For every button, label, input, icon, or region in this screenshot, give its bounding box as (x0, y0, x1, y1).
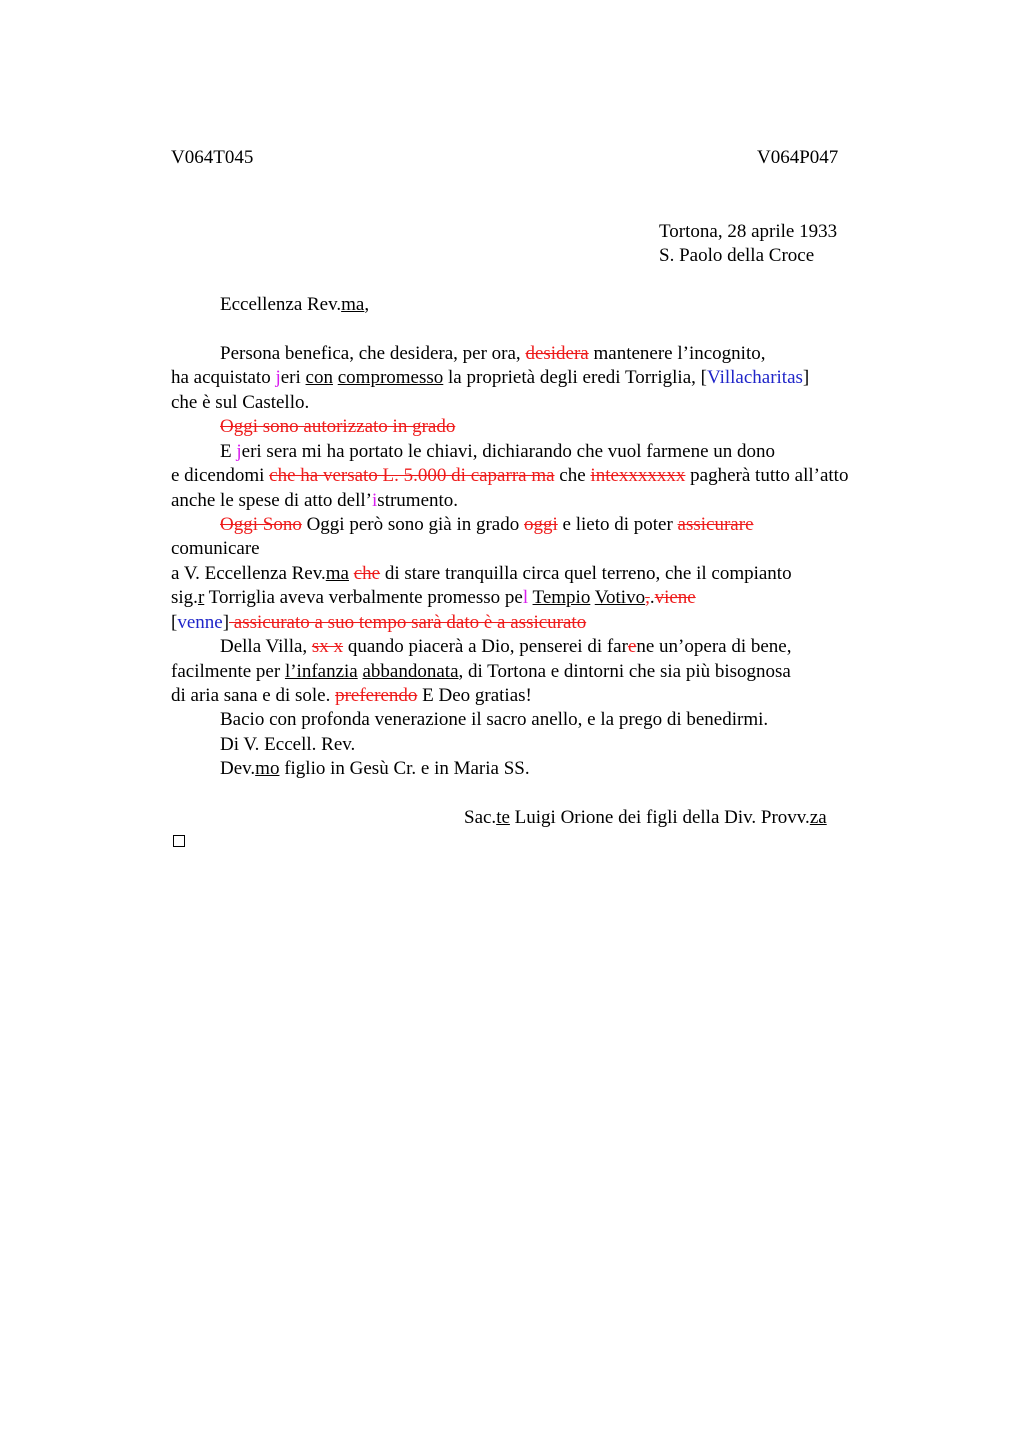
deleted-text: , (645, 587, 650, 608)
deleted-text: preferendo (335, 685, 418, 706)
body-line-2: ha acquistato jeri con compromesso la proprietà degli eredi Torriglia, [Villacharitas] (171, 367, 810, 388)
body-line-17: Di V. Eccell. Rev. (220, 734, 356, 755)
body-line-14: facilmente per l’infanzia abbandonata, di Tortona e dintorni che sia più bisognosa (171, 661, 791, 682)
checkbox-square-icon (173, 835, 185, 847)
body-line-3: che è sul Castello. (171, 392, 310, 413)
inserted-text: venne (177, 612, 223, 633)
body-line-10: a V. Eccellenza Rev.ma che di stare tranquilla circa quel terreno, che il compianto (171, 563, 792, 584)
archive-code-left: V064T045 (171, 147, 254, 168)
corrected-letter: i (372, 490, 378, 511)
deleted-text: Oggi sono autorizzato in grado (220, 416, 456, 437)
archive-code-right: V064P047 (757, 147, 839, 168)
body-line-15: di aria sana e di sole. preferendo E Deo gratias! (171, 685, 532, 706)
deleted-text: e (627, 636, 637, 657)
deleted-text: viene (654, 587, 696, 608)
body-line-13: Della Villa, sx x quando piacerà a Dio, penserei di farene un’opera di bene, (220, 636, 792, 657)
deleted-text: Oggi Sono (220, 514, 302, 535)
body-line-9: comunicare (171, 538, 260, 559)
body-line-11: sig.r Torriglia aveva verbalmente promesso pel Tempio Votivo,.viene (171, 587, 696, 608)
body-line-4 (220, 415, 455, 439)
body-line-7: anche le spese di atto dell’istrumento. (171, 490, 459, 511)
place-name: S. Paolo della Croce (659, 245, 815, 266)
body-line-16: Bacio con profonda venerazione il sacro anello, e la prego di benedirmi. (220, 709, 769, 730)
place-date: Tortona, 28 aprile 1933 (659, 221, 838, 242)
deleted-text: che (353, 563, 381, 584)
deleted-text: assicurare (677, 514, 754, 535)
salutation: Eccellenza Rev.ma, (220, 294, 370, 315)
body-line-12: [venne] assicurato a suo tempo sarà dato è a assicurato (171, 612, 587, 633)
body-line-5: E jeri sera mi ha portato le chiavi, dichiarando che vuol farmene un dono (220, 441, 776, 462)
deleted-text: intexxxxxxx (590, 465, 686, 486)
deleted-text: sx x (311, 636, 344, 657)
deleted-text: desidera (525, 343, 589, 364)
corrected-letter: j (236, 441, 242, 462)
signature: Sac.te Luigi Orione dei figli della Div. Provv.za (464, 807, 827, 828)
deleted-text: assicurato a suo tempo sarà dato è a assicurato (229, 612, 587, 633)
corrected-letter: j (275, 367, 281, 388)
body-line-18: Dev.mo figlio in Gesù Cr. e in Maria SS. (220, 758, 530, 779)
body-line-1: Persona benefica, che desidera, per ora, desidera mantenere l’incognito, (220, 343, 766, 364)
deleted-text: oggi (523, 514, 558, 535)
inserted-text: Villacharitas (706, 367, 803, 388)
body-line-6: e dicendomi che ha versato L. 5.000 di caparra ma che intexxxxxxx pagherà tutto all’atto (171, 465, 849, 486)
deleted-text: che ha versato L. 5.000 di caparra ma (269, 465, 555, 486)
body-line-8: Oggi Sono Oggi però sono già in grado oggi e lieto di poter assicurare (220, 514, 754, 535)
corrected-letter: l (522, 587, 529, 608)
